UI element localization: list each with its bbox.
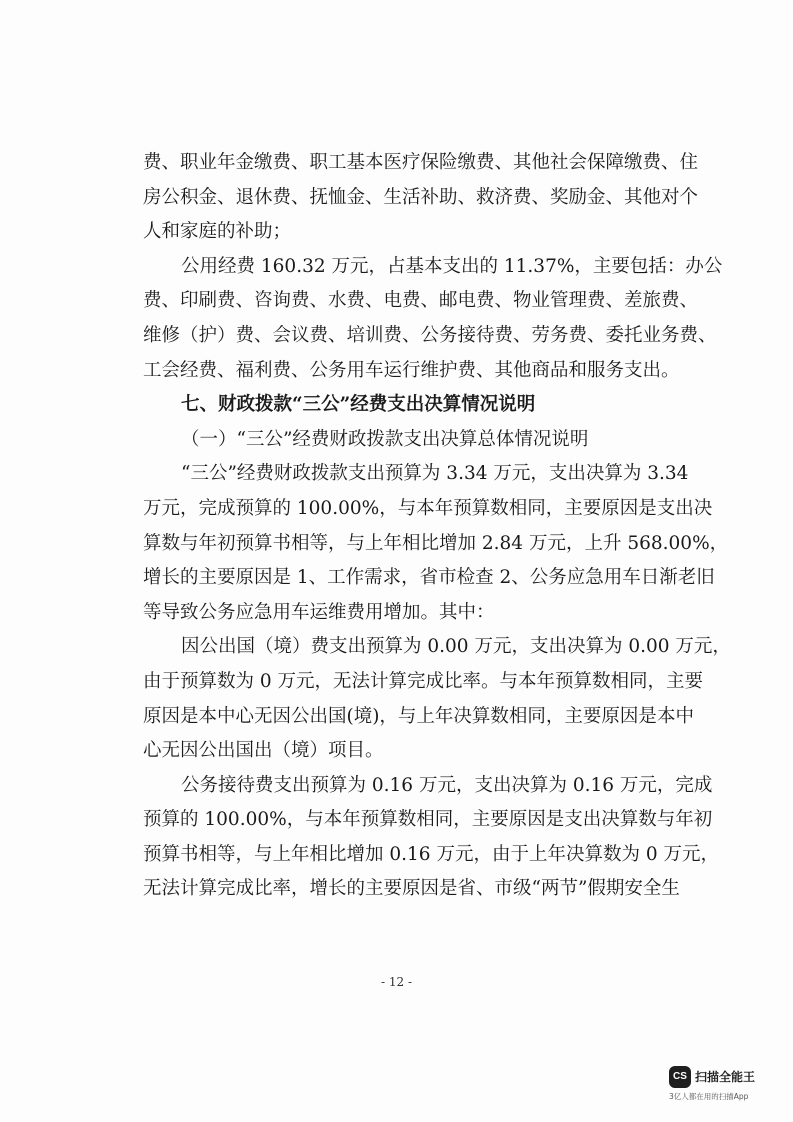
watermark-title: 扫描全能王 — [695, 1070, 756, 1084]
text-line: 维修（护）费、会议费、培训费、公务接待费、劳务费、委托业务费、 — [143, 324, 717, 346]
text-line: “三公”经费财政拨款支出预算为 3.34 万元，支出决算为 3.34 — [181, 463, 689, 485]
text-line: 公务接待费支出预算为 0.16 万元，支出决算为 0.16 万元，完成 — [181, 774, 713, 796]
text-line: 人和家庭的补助； — [143, 221, 292, 243]
text-line: 预算的 100.00%，与本年预算数相同，主要原因是支出决算数与年初 — [143, 809, 713, 831]
text-line: 万元，完成预算的 100.00%，与本年预算数相同，主要原因是支出决 — [143, 497, 713, 519]
camscanner-logo-icon: CS — [669, 1066, 691, 1088]
text-line: 无法计算完成比率，增长的主要原因是省、市级“两节”假期安全生 — [143, 878, 680, 900]
text-line: 公用经费 160.32 万元，占基本支出的 11.37%，主要包括：办公 — [181, 255, 723, 277]
text-line: 等导致公务应急用车运维费用增加。其中： — [143, 601, 495, 623]
watermark-subtitle: 3亿人都在用的扫描App — [669, 1092, 749, 1101]
page-number: - 12 - — [380, 975, 412, 989]
text-line: 因公出国（境）费支出预算为 0.00 万元，支出决算为 0.00 万元， — [181, 636, 731, 658]
text-line: 原因是本中心无因公出国(境)，与上年决算数相同，主要原因是本中 — [143, 705, 694, 727]
text-line: 房公积金、退休费、抚恤金、生活补助、救济费、奖励金、其他对个 — [143, 186, 699, 208]
text-line: 心无因公出国出（境）项目。 — [143, 740, 384, 762]
text-line: 费、职业年金缴费、职工基本医疗保险缴费、其他社会保障缴费、住 — [143, 152, 699, 173]
text-line: 费、印刷费、咨询费、水费、电费、邮电费、物业管理费、差旅费、 — [143, 290, 699, 312]
scanner-watermark — [669, 1066, 779, 1106]
text-line: 预算书相等，与上年相比增加 0.16 万元，由于上年决算数为 0 万元， — [143, 843, 719, 865]
document-body — [143, 146, 731, 907]
text-line: 工会经费、福利费、公务用车运行维护费、其他商品和服务支出。 — [143, 359, 680, 381]
subsection-heading: （一）“三公”经费财政拨款支出决算总体情况说明 — [181, 428, 589, 450]
text-line: 由于预算数为 0 万元，无法计算完成比率。与本年预算数相同，主要 — [143, 670, 704, 692]
text-line: 增长的主要原因是 1、工作需求，省市检查 2、公务应急用车日渐老旧 — [143, 567, 715, 589]
text-line: 算数与年初预算书相等，与上年相比增加 2.84 万元，上升 568.00%， — [143, 532, 729, 554]
section-heading: 七、财政拨款“三公”经费支出决算情况说明 — [181, 394, 536, 416]
